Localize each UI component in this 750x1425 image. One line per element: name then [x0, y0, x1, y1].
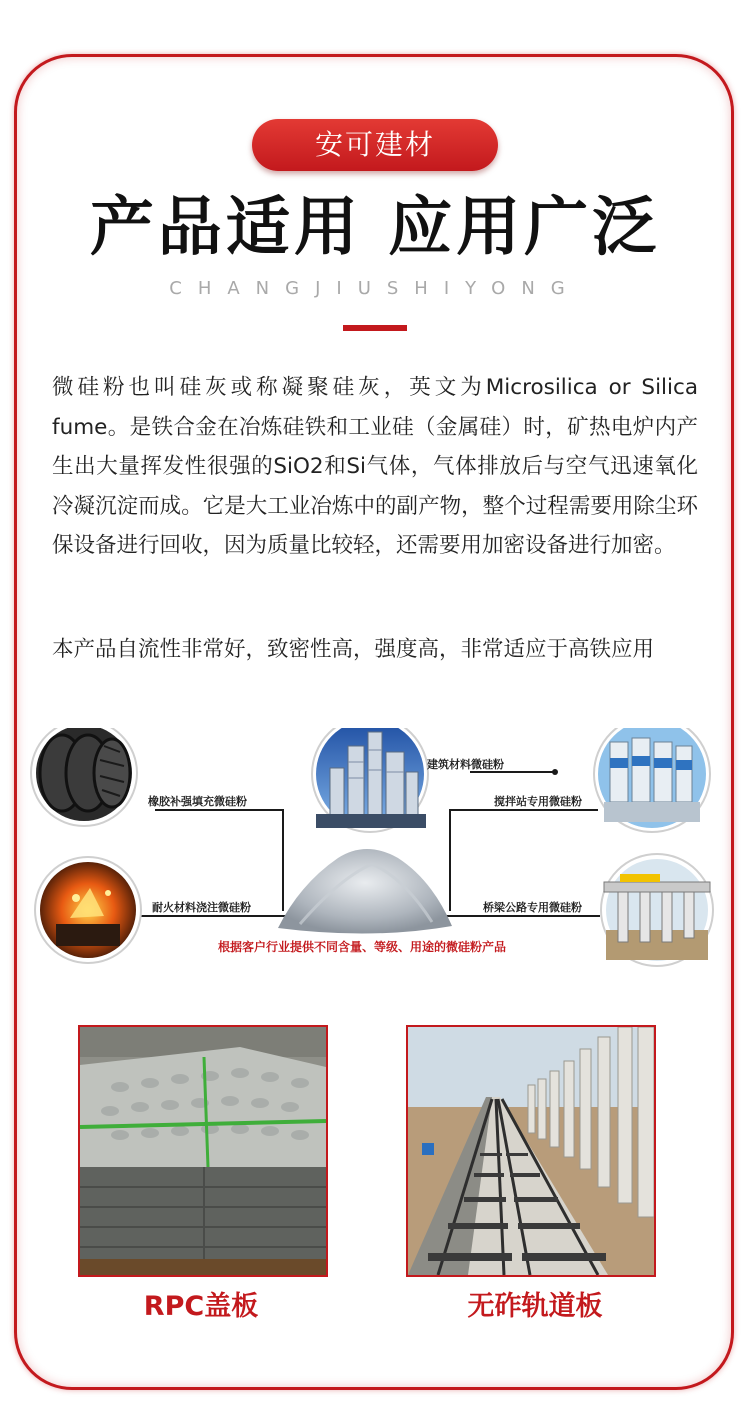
- rpc-cover-photo: [78, 1025, 328, 1277]
- rpc-cover-caption: RPC盖板: [143, 1291, 259, 1322]
- application-diagram: [0, 728, 750, 968]
- label-refractory: 耐火材料浇注微硅粉: [152, 901, 251, 914]
- track-slab-photo: [406, 1025, 656, 1277]
- label-bridge: 桥梁公路专用微硅粉: [483, 901, 582, 914]
- track-slab-caption: 无砟轨道板: [467, 1291, 603, 1322]
- refractory-image: [35, 857, 141, 963]
- label-building: 建筑材料微硅粉: [427, 758, 504, 771]
- title-underline: [343, 325, 407, 331]
- label-mixing: 搅拌站专用微硅粉: [494, 795, 582, 808]
- product-feature-text: 本产品自流性非常好，致密性高，强度高，非常适应于高铁应用: [52, 637, 655, 662]
- pinyin-subtitle: CHANGJIUSHIYONG: [169, 278, 581, 299]
- label-rubber: 橡胶补强填充微硅粉: [148, 795, 247, 808]
- bridge-image: [601, 854, 713, 966]
- brand-badge: 安可建材: [252, 119, 498, 171]
- mixing-station-image: [594, 728, 710, 832]
- product-description: 微硅粉也叫硅灰或称凝聚硅灰，英文为Microsilica or Silica fume。是铁合金在冶炼硅铁和工业硅（金属硅）时，矿热电炉内产生出大量挥发性很强的SiO2和Si气体，气体排放后与空气迅速氧化冷凝沉淀而成。它是大工业冶炼中的副产物，整个过程需要用除尘环保设备进行回收，因为质量比较轻，还需要用加密设备进行加密。: [52, 375, 698, 558]
- building-image: [312, 728, 428, 832]
- diagram-caption: 根据客户行业提供不同含量、等级、用途的微硅粉产品: [218, 940, 507, 954]
- connector-dot: [552, 769, 558, 775]
- powder-pile-image: [278, 849, 452, 934]
- page-title: 产品适用 应用广泛: [89, 191, 661, 265]
- tires-image: [31, 728, 137, 826]
